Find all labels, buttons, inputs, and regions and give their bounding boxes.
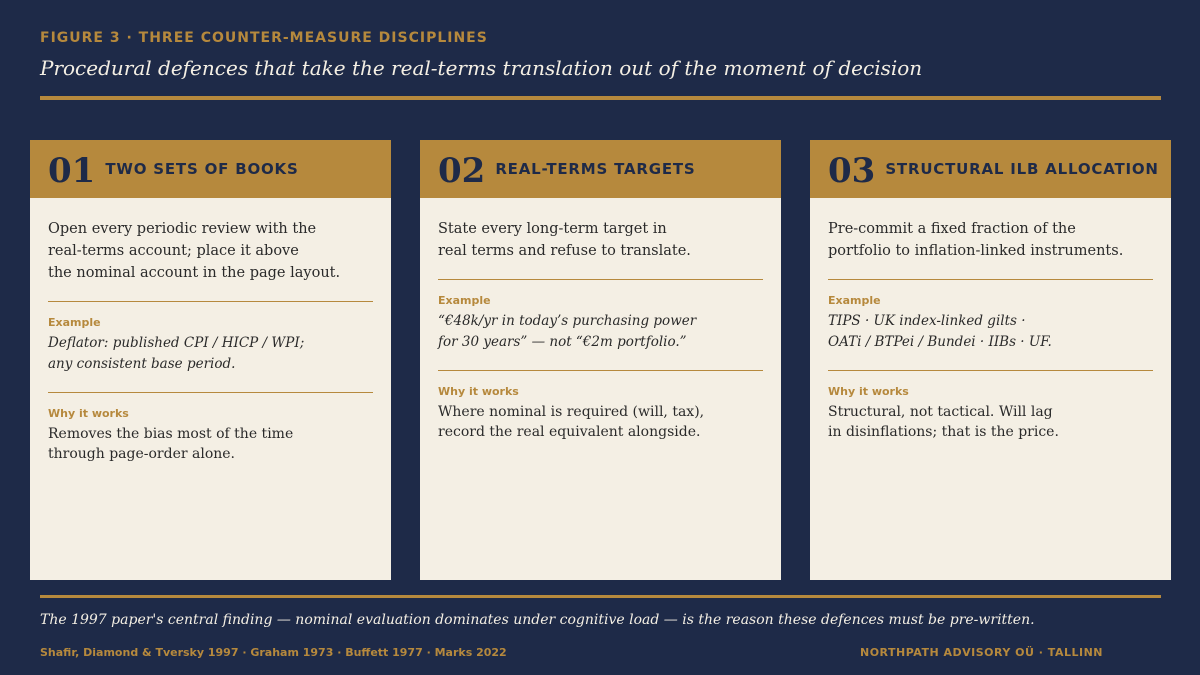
card-header bbox=[30, 140, 391, 198]
example-label: Example bbox=[438, 294, 491, 307]
example-text: Deflator: published CPI / HICP / WPI; any consistent base period. bbox=[48, 335, 305, 372]
example-text: TIPS · UK index-linked gilts · OATi / BTPei / Bundei · IIBs · UF. bbox=[828, 313, 1052, 350]
card-divider bbox=[828, 279, 1153, 280]
card-header bbox=[420, 140, 781, 198]
footnote: The 1997 paper's central finding — nominal evaluation dominates under cognitive load — is the reason these defences must be pre-written. bbox=[40, 612, 1035, 628]
card-lead: Pre-commit a fixed fraction of the portfolio to inflation-linked instruments. bbox=[828, 221, 1124, 259]
card-title: TWO SETS OF BOOKS bbox=[105, 160, 299, 178]
example-label: Example bbox=[828, 294, 881, 307]
card-body bbox=[30, 198, 391, 464]
why-label: Why it works bbox=[828, 385, 909, 398]
card-number: 03 bbox=[828, 151, 876, 191]
card-divider bbox=[438, 279, 763, 280]
card-structural-ilb-allocation bbox=[810, 140, 1171, 580]
card-number: 02 bbox=[438, 151, 486, 191]
example-label: Example bbox=[48, 316, 101, 329]
card-divider bbox=[828, 370, 1153, 371]
why-label: Why it works bbox=[48, 407, 129, 420]
card-body bbox=[420, 198, 781, 442]
card-divider bbox=[438, 370, 763, 371]
figure-subtitle: Procedural defences that take the real-terms translation out of the moment of decision bbox=[40, 56, 923, 80]
card-real-terms-targets bbox=[420, 140, 781, 580]
card-title: REAL-TERMS TARGETS bbox=[495, 160, 696, 178]
card-divider bbox=[48, 301, 373, 302]
card-body bbox=[810, 198, 1171, 442]
card-two-sets-of-books bbox=[30, 140, 391, 580]
brand-credit: NORTHPATH ADVISORY OÜ · TALLINN bbox=[860, 646, 1103, 659]
bottom-divider bbox=[40, 595, 1161, 598]
figure-kicker: FIGURE 3 · THREE COUNTER-MEASURE DISCIPLINES bbox=[40, 30, 488, 46]
card-header bbox=[810, 140, 1171, 198]
sources-line: Shafir, Diamond & Tversky 1997 · Graham 1973 · Buffett 1977 · Marks 2022 bbox=[40, 646, 507, 659]
card-lead: Open every periodic review with the real-terms account; place it above the nominal account in the page layout. bbox=[48, 221, 341, 281]
why-text: Removes the bias most of the time through page-order alone. bbox=[48, 426, 294, 462]
top-divider bbox=[40, 96, 1161, 100]
why-text: Structural, not tactical. Will lag in disinflations; that is the price. bbox=[828, 404, 1059, 440]
why-label: Why it works bbox=[438, 385, 519, 398]
why-text: Where nominal is required (will, tax), record the real equivalent alongside. bbox=[438, 404, 705, 440]
card-divider bbox=[48, 392, 373, 393]
example-text: “€48k/yr in today’s purchasing power for 30 years” — not “€2m portfolio.” bbox=[438, 313, 697, 350]
card-lead: State every long-term target in real terms and refuse to translate. bbox=[438, 221, 691, 259]
card-title: STRUCTURAL ILB ALLOCATION bbox=[885, 160, 1159, 178]
card-number: 01 bbox=[48, 151, 96, 191]
